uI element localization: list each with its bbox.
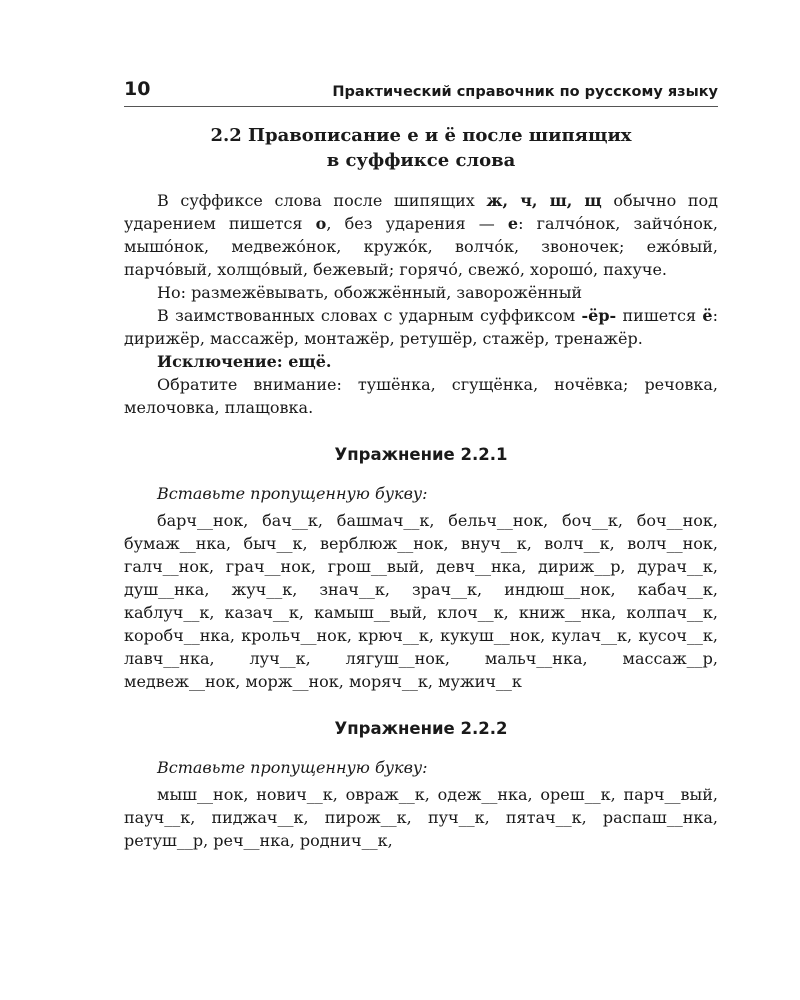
section-title-line2: в суффиксе слова (326, 150, 516, 171)
section-title-line1: 2.2 Правописание е и ё после шипящих (210, 125, 632, 146)
section-title (124, 123, 718, 173)
rule-paragraph-2: Но: размежёвывать, обожжённый, заворожённый (157, 283, 583, 302)
rule-exception: Исключение: ещё. (157, 352, 332, 371)
exercise-2-text: мыш__нок, нович__к, овраж__к, одеж__нка, ореш__к, парч__вый, пауч__к, пиджач__к, пирож__к, пуч__к, пятач__к, распаш__нка, ретуш__р, реч__нка, роднич__к, (124, 785, 718, 850)
exercise-2-title: Упражнение 2.2.2 (334, 719, 508, 738)
exercise-2-instruction: Вставьте пропущенную букву: (157, 758, 428, 777)
rule-paragraph-3: В заимствованных словах с ударным суффиксом -ёр- пишется ё: дирижёр, массажёр, монтажёр, ретушёр, стажёр, тренажёр. (124, 306, 718, 348)
exercise-1-instruction: Вставьте пропущенную букву: (157, 484, 428, 503)
rule-paragraph-1: В суффиксе слова после шипящих ж, ч, ш, щ обычно под ударением пишется о, без ударения — е: галчóнок, зайчóнок, мышóнок, медвежóнок, кружóк, волчóк, звоночек; ежóвый, парчóвый, холщóвый, бежевый; горячó, свежó, хорошó, пахуче. (124, 191, 718, 279)
rule-note: Обратите внимание: тушёнка, сгущёнка, ночёвка; речовка, мелочовка, плащовка. (124, 375, 718, 417)
page-number: 10 (124, 78, 151, 100)
page-header (124, 78, 718, 107)
page (124, 78, 718, 852)
exercise-1-title: Упражнение 2.2.1 (334, 445, 508, 464)
exercise-1-text: барч__нок, бач__к, башмач__к, бельч__нок, боч__к, боч__нок, бумаж__нка, быч__к, верблюж__нок, внуч__к, волч__к, волч__нок, галч__нок, грач__нок, грош__вый, девч__нка, дириж__р, дурач__к, душ__нка, жуч__к, знач__к, зрач__к, индюш__нок, кабач__к, каблуч__к, казач__к, камыш__вый, клоч__к, книж__нка, колпач__к, коробч__нка, крольч__нок, крюч__к, кукуш__нок, кулач__к, кусоч__к, лавч__нка, луч__к, лягуш__нок, мальч__нка, массаж__р, медвеж__нок, морж__нок, моряч__к, мужич__к (124, 511, 718, 691)
running-title: Практический справочник по русскому языку (332, 84, 718, 100)
